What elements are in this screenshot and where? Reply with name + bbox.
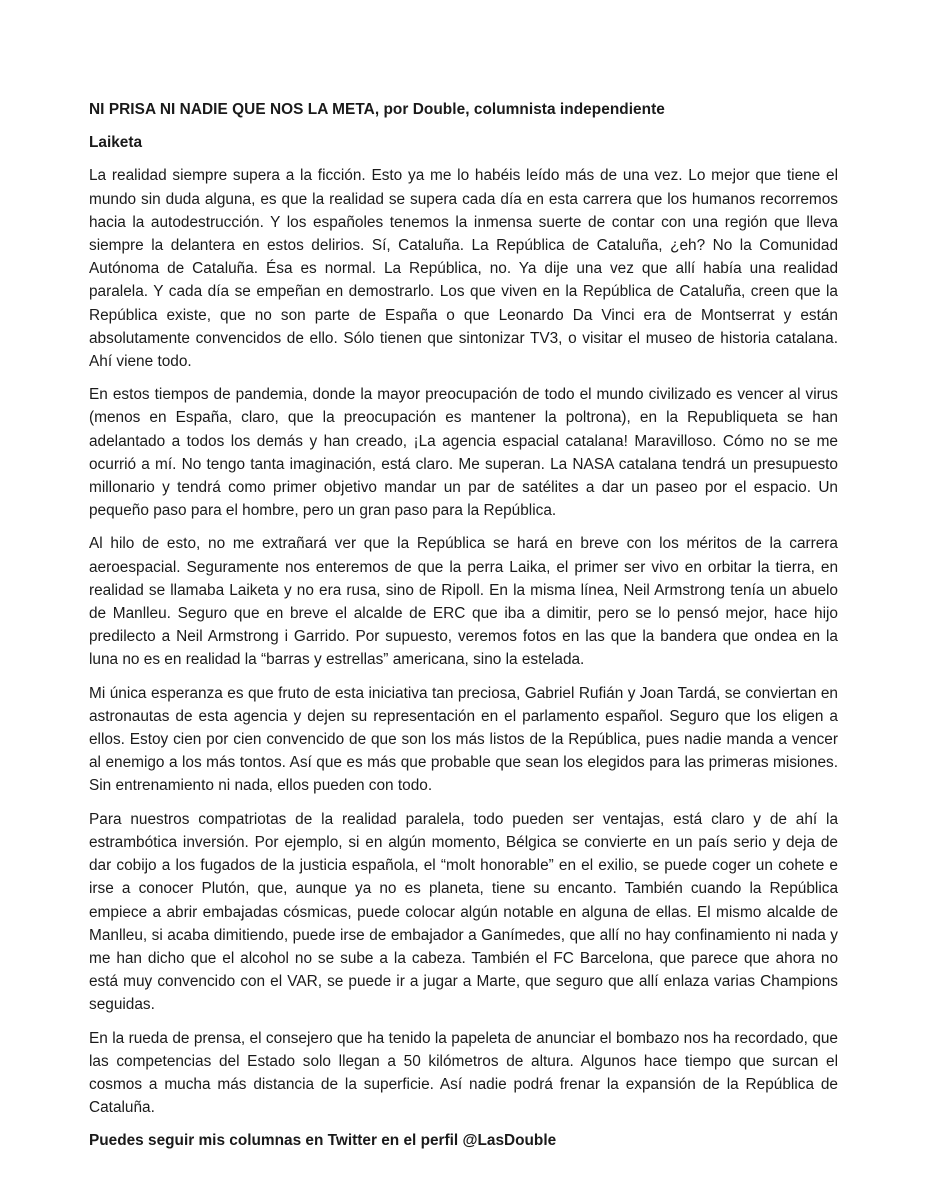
paragraph-1: La realidad siempre supera a la ficción. Esto ya me lo habéis leído más de una vez. Lo mejor que tiene el mundo sin duda alguna, es que la realidad se supera cada día en esta carrera que los humanos recorremos hacia la autodestrucción. Y los españoles tenemos la inmensa suerte de contar con una región que lleva siempre la delantera en estos delirios. Sí, Cataluña. La República de Cataluña, ¿eh? No la Comunidad Autónoma de Cataluña. Ésa es normal. La República, no. Ya dije una vez que allí había una realidad paralela. Y cada día se empeñan en demostrarlo. Los que viven en la República de Cataluña, creen que la República existe, que no son parte de España o que Leonardo Da Vinci era de Montserrat y están absolutamente convencidos de ello. Sólo tienen que sintonizar TV3, o visitar el museo de historia catalana. Ahí viene todo. [89, 167, 838, 371]
paragraph-6: En la rueda de prensa, el consejero que ha tenido la papeleta de anunciar el bombazo nos ha recordado, que las competencias del Estado solo llegan a 50 kilómetros de altura. Algunos hace tiempo que surcan el cosmos a mucha más distancia de la superficie. Así nadie podrá frenar la expansión de la República de Cataluña. [89, 1029, 838, 1117]
twitter-footer-line: Puedes seguir mis columnas en Twitter en el perfil @LasDouble [89, 1132, 557, 1150]
document-page [89, 98, 838, 1153]
article-subtitle: Laiketa [89, 134, 143, 152]
paragraph-4: Mi única esperanza es que fruto de esta iniciativa tan preciosa, Gabriel Rufián y Joan Tardá, se conviertan en astronautas de esta agencia y dejen su representación en el parlamento español. Seguro que los eligen a ellos. Estoy cien por cien convencido de que son los más listos de la República, pues nadie manda a vencer al enemigo a los más tontos. Así que es más que probable que sean los elegidos para las primeras misiones. Sin entrenamiento ni nada, ellos pueden con todo. [89, 684, 838, 795]
paragraph-2: En estos tiempos de pandemia, donde la mayor preocupación de todo el mundo civilizado es vencer al virus (menos en España, claro, que la preocupación es mantener la poltrona), en la Republiqueta se han adelantado a todos los demás y han creado, ¡La agencia espacial catalana! Maravilloso. Cómo no se me ocurrió a mí. No tengo tanta imaginación, está claro. Me superan. La NASA catalana tendrá un presupuesto millonario y tendrá como primer objetivo mandar un par de satélites a dar un paseo por el espacio. Un pequeño paso para el hombre, pero un gran paso para la República. [89, 386, 838, 520]
paragraph-5: Para nuestros compatriotas de la realidad paralela, todo pueden ser ventajas, está claro y de ahí la estrambótica inversión. Por ejemplo, si en algún momento, Bélgica se convierte en un país serio y deja de dar cobijo a los fugados de la justicia española, el “molt honorable” en el exilio, se puede coger un cohete e irse a conocer Plutón, que, aunque ya no es planeta, tiene su encanto. También cuando la República empiece a abrir embajadas cósmicas, puede colocar algún notable en alguna de ellas. El mismo alcalde de Manlleu, si acaba dimitiendo, puede irse de embajador a Ganímedes, que allí no hay confinamiento ni nada y me han dicho que el alcohol no se sube a la cabeza. También el FC Barcelona, que parece que ahora no está muy convencido con el VAR, se puede ir a jugar a Marte, que seguro que allí enlaza varias Champions seguidas. [89, 810, 838, 1014]
paragraph-3: Al hilo de esto, no me extrañará ver que la República se hará en breve con los méritos de la carrera aeroespacial. Seguramente nos enteremos de que la perra Laika, el primer ser vivo en orbitar la tierra, en realidad se llamaba Laiketa y no era rusa, sino de Ripoll. En la misma línea, Neil Armstrong tenía un abuelo de Manlleu. Seguro que en breve el alcalde de ERC que iba a dimitir, pero se lo pensó mejor, hace hijo predilecto a Neil Armstrong i Garrido. Por supuesto, veremos fotos en las que la bandera que ondea en la luna no es en realidad la “barras y estrellas” americana, sino la estelada. [89, 535, 838, 669]
article-headline: NI PRISA NI NADIE QUE NOS LA META, por Double, columnista independiente [89, 101, 665, 118]
